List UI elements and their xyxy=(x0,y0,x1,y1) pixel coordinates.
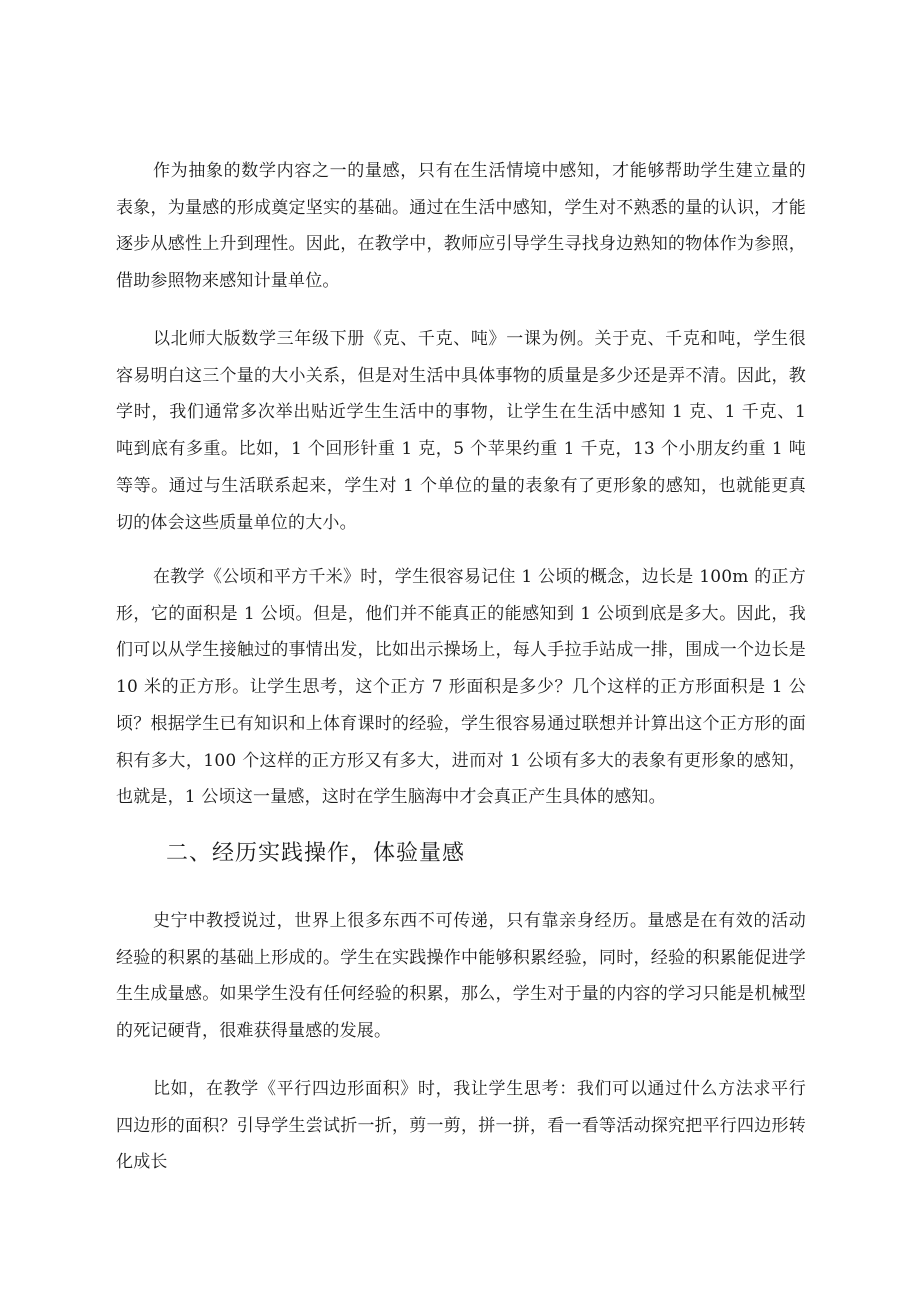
paragraph: 比如，在教学《平行四边形面积》时，我让学生思考：我们可以通过什么方法求平行四边形的面积？引导学生尝试折一折，剪一剪，拼一拼，看一看等活动探究把平行四边形转化成长 xyxy=(116,1079,806,1173)
paragraph: 以北师大版数学三年级下册《克、千克、吨》一课为例。关于克、千克和吨，学生很容易明白这三个量的大小关系，但是对生活中具体事物的质量是多少还是弄不清。因此，教学时，我们通常多次举出贴近学生生活中的事物，让学生在生活中感知 1 克、1 千克、1 吨到底有多重。比如，1 个回形针重 1 克，5 个苹果约重 1 千克，13 个小朋友约重 1 吨等等。通过与生活联系起来，学生对 1 个单位的量的表象有了更形象的感知，也就能更真切的体会这些质量单位的大小。 xyxy=(116,329,806,533)
paragraph: 作为抽象的数学内容之一的量感，只有在生活情境中感知，才能够帮助学生建立量的表象，为量感的形成奠定坚实的基础。通过在生活中感知，学生对不熟悉的量的认识，才能逐步从感性上升到理性。因此，在教学中，教师应引导学生寻找身边熟知的物体作为参照，借助参照物来感知计量单位。 xyxy=(116,161,806,292)
section-heading: 二、经历实践操作，体验量感 xyxy=(166,841,466,866)
paragraph: 在教学《公顷和平方千米》时，学生很容易记住 1 公顷的概念，边长是 100m 的正方形，它的面积是 1 公顷。但是，他们并不能真正的能感知到 1 公顷到底是多大。因此，我们可以从学生接触过的事情出发，比如出示操场上，每人手拉手站成一排，围成一个边长是 10 米的正方形。让学生思考，这个正方 7 形面积是多少？几个这样的正方形面积是 1 公顷？根据学生已有知识和上体育课时的经验，学生很容易通过联想并计算出这个正方形的面积有多大，100 个这样的正方形又有多大，进而对 1 公顷有多大的表象有更形象的感知，也就是，1 公顷这一量感，这时在学生脑海中才会真正产生具体的感知。 xyxy=(116,567,806,808)
paragraph: 史宁中教授说过，世界上很多东西不可传递，只有靠亲身经历。量感是在有效的活动经验的积累的基础上形成的。学生在实践操作中能够积累经验，同时，经验的积累能促进学生生成量感。如果学生没有任何经验的积累，那么，学生对于量的内容的学习只能是机械型的死记硬背，很难获得量感的发展。 xyxy=(116,911,806,1042)
